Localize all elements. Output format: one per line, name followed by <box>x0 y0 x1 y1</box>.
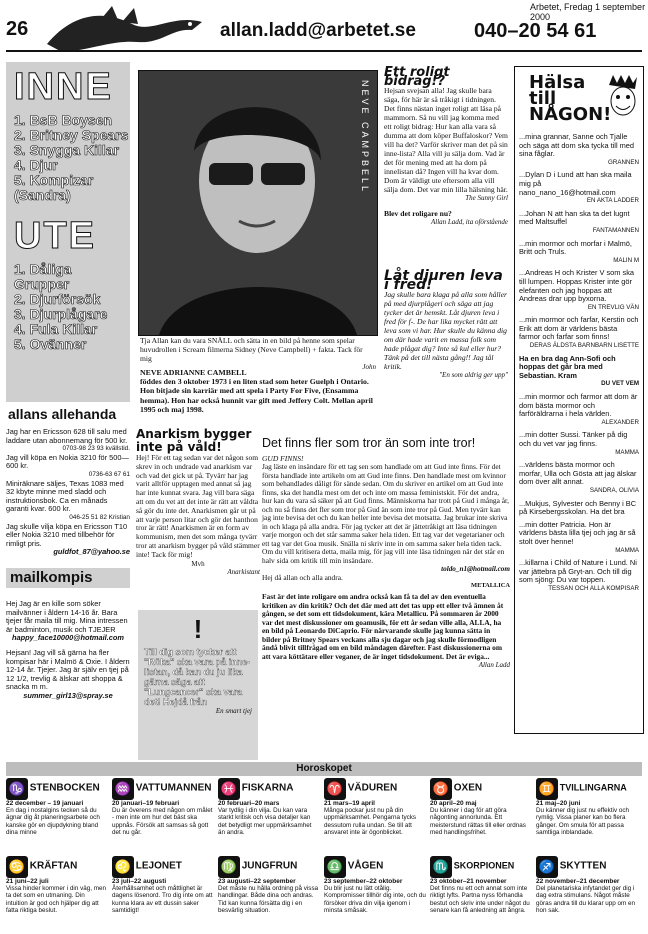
allehanda-body <box>6 428 130 557</box>
inne-list <box>14 113 130 203</box>
inne-ute-panel <box>6 62 130 402</box>
greeting-item: ...Andreas H och Krister V som ska till lumpen. Hoppas Krister inte gör elefanten och jag hoppas att Andreas drar upp byxorna. EN TREVLIG VÄN <box>519 268 639 311</box>
roligt-title: Ett roligt bidrag!? <box>384 65 450 89</box>
caption-signature: John <box>362 363 376 371</box>
gud-subtitle: GUD FINNS! <box>262 454 304 463</box>
ad-text: Jag skulle vilja köpa en Ericsson T10 eller Nokia 3210 med tillbehör för rimligt pris. <box>6 521 128 548</box>
djuren-title: Låt djuren leva i fred! <box>384 268 503 293</box>
portrait-image <box>139 71 377 335</box>
rokning-text: Till dig som tycker att "Röka" ska vara på inne-listan, då kan du ju lika gärna säga att "Lungcancer" ska vara det! Hejdå från <box>144 647 251 707</box>
fish-icon: ♓ <box>218 778 240 800</box>
ute-item: 3. Djurplågare <box>14 306 108 322</box>
water-icon: ♒ <box>112 778 134 800</box>
gud-email[interactable]: toldo_n1@hotmail.com <box>441 565 510 573</box>
exclamation-mark: ! <box>193 614 203 644</box>
greeting-item: Ha en bra dag Ann-Sofi och hoppas det går bra med Sebastian. Kram DU VET VEM <box>519 353 639 388</box>
dragon-logo-icon <box>42 4 212 56</box>
gud-signature: METALLICA <box>471 582 510 589</box>
horoscope-sign: ♓ FISKARNA 20 februari–20 mars Var tydlig i din vilja. Du kan vara starkt kritisk och visa detaljer kan det betydligt mer uppmärksamhet än andra. <box>218 778 320 852</box>
djuren-signature: "En som aldrig ger upp" <box>439 371 508 379</box>
horoscope-sign: ♉ OXEN 20 april–20 maj Du känner i dag för att göra någonting annorlunda. Ett meisterstund rättas till eller ordnas med handlingsfrihet. <box>430 778 532 852</box>
horoscope-sign: ♐ SKYTTEN 22 november–21 december Del planetariska infytandet ger dig i dag extra stimulans. Något måste göras andra till du klarar upp om en hon sak. <box>536 856 638 930</box>
horoscope-sign: ♍ JUNGFRUN 23 augusti–22 september Det måste nu hålla ordning på vissa handlingar. Både dina och andras. Tid kan kunna försätta dig i en besvärlig situation. <box>218 856 320 930</box>
mail-text: Hejsan! Jag vill så gärna ha fler kompisar här i Malmö & Oxie. I åldern 12-14 år. Tjejer. Jag är själv en tjej på 12 1/2, trevlig & älskar att shoppa & snacka m m. <box>6 647 130 692</box>
contact-email[interactable]: allan.ladd@arbetet.se <box>220 20 416 41</box>
roligt-reply: Blev det roligare nu? <box>384 209 452 218</box>
horoscope-sign: ♈ VÄDUREN 21 mars–19 april Många pockar just nu på din uppmärksamhet. Pengarna tycks dessutom rulla undan. Se till att ansvaret inte är ögonblicket. <box>324 778 426 852</box>
djuren-text: Jag skulle bara klaga på alla som håller på med djurplågeri och säga att jag tycker det är hemskt. Låt djuren leva i fred för f-. De har lika mycket rätt att leva som vi har. Hur skulle du känna dig om där hade varit en massa folk som hade plågat dig? Inte så kul eller hur? Tänk på det till nästa gång!! Jag tål kritik. <box>384 290 507 371</box>
greeting-item: ...min mormor och farfar, Kerstin och Erik att dom är världens bästa farmor och farfar som finns! DERAS ÄLDSTA BARNBARN LISETTE <box>519 315 639 350</box>
gud-farewell: Hej då allan och alla andra. <box>262 573 343 582</box>
inne-item: 1. BsB Boysen <box>14 112 113 128</box>
greeting-item: ...min dotter Patricia. Hon är världens bästa lilla tjej och jag är så stolt över henne! MAMMA <box>519 519 639 554</box>
inne-item: 3. Snygga Killar <box>14 142 120 158</box>
roligt-article <box>384 65 508 227</box>
anarkism-sig: Mvh <box>191 559 205 568</box>
greeting-item: ...Dylan D i Lund att han ska maila mig på nano_nano_16@hotmail.com EN AKTA LADDER <box>519 170 639 205</box>
ute-item: 5. Ovänner <box>14 336 87 352</box>
gud-reply-signature: Allan Ladd <box>478 661 510 669</box>
lion-icon: ♌ <box>112 856 134 878</box>
bio-block <box>140 368 380 414</box>
mail-email[interactable]: happy_face10000@hotmail.com <box>12 633 124 643</box>
roligt-signature: The Sunny Girl <box>465 194 508 202</box>
ad-text: Miniräknare säljes, Texas 1083 med 32 kbyte minne med sladd och instruktionsbok. Ca en månads garanti kvar. 600 kr. <box>6 478 124 514</box>
ute-item: 2. Djurförsök <box>14 291 101 307</box>
ad-text: Jag har en Ericsson 628 till salu med laddare utan abonnemang för 500 kr. <box>6 427 128 445</box>
roligt-reply-signature: Allan Ladd, ita oförstående <box>431 218 508 226</box>
halsa-header <box>515 67 643 133</box>
ute-item: 1. Dåliga Grupper <box>14 261 72 292</box>
horoscope-grid <box>6 778 642 932</box>
inne-item: 5. Kompizar (Sandra) <box>14 172 94 203</box>
greeting-item: ...min dotter Sussi. Tänker på dig och du vet var jag finns. MAMMA <box>519 430 639 456</box>
greeting-item: ...min mormor och farmor att dom är dom bästa mormor och farföräldrarna i hela världen. ALEXANDER <box>519 392 639 426</box>
gud-reply: Fast är det inte roligare om andra också kan få ta del av den eventuella kritiken av din kritik? Och det där med att det tas upp ett eller två ämnen åt gången, se det som ett tidsdokument, kära Metallicu. På sommaren år 2000 var det mest diskussioner om goamusik, för ett år sedan ville alla, ALLA, ha en bild på Leonardo DiCaprio. För närvarande skulle jag kunna sätta in bilder på Britney Spears veckans alla sju dagar och jag skulle förmodligen ändå blivit tillfrågad om en bild måndagen därefter. Fast diskussionerna om att vara köttätare eller veganer, de är inget tidsdokument. Det är eviga... <box>262 592 504 661</box>
horoscope-bar <box>6 762 642 776</box>
greeting-item: ...världens bästa mormor och morfar, Ulla och Gösta att jag älskar dom över allt annat. SANDRA, OLIVIA <box>519 460 639 494</box>
gud-title: Det finns fler som tror än som inte tror! <box>262 436 476 450</box>
ad-text: Jag vill köpa en Nokia 3210 för 500—600 kr. <box>6 452 129 471</box>
horoscope-sign: ♑ STENBOCKEN 22 december – 19 januari En dag i nostalgins tecken så du ägnar dig åt planeringsarbete och kanske gör en djupdykning bland dina minne <box>6 778 108 852</box>
horoscope-sign: ♌ LEJONET 23 juli–22 augusti Återhållsamhet och måttlighet är dagens lösenord. Tro dig inte om att kunna klara av ett dussin saker samtidigt! <box>112 856 214 930</box>
anarkism-text: Hej! För ett tag sedan var det någon som skrev in och undrade vad anarkism var och vad det gick ut på. Tyvärr har jag varit alltför upptagen med annat så jag har inte kunnat svara. Jag vill bara säga att om du vet att det inte är rätt att våldta så gör du inte det. Anarkismen går ut på att varje person litar och gör det hanthon tror är rätt! Anarkismen är en form av kommunism, men det som många tyvärr tror att anarkism bygger på våld stämmer inte! Tack för mig! <box>136 453 260 559</box>
contact-phone: 040–20 54 61 <box>474 20 597 42</box>
halsa-title: Hälsa till NÅGON! <box>529 72 612 125</box>
bio-title: NEVE ADRIANNE CAMBELL <box>140 368 247 377</box>
rokning-box <box>138 610 258 760</box>
crab-icon: ♋ <box>6 856 28 878</box>
inne-item: 4. Djur <box>14 157 58 173</box>
greeting-item: ...Mukjus, Sylvester och Benny i BC på Kirsebergsskolan. Ha det bra <box>519 498 637 517</box>
rokning-signature: En smart tjej <box>215 707 252 715</box>
scales-icon: ♎ <box>324 856 346 878</box>
djuren-article <box>384 268 508 380</box>
ad-phone: 0703-98 23 93 kvällstid. <box>62 445 130 453</box>
portrait-photo <box>138 70 378 336</box>
virgin-icon: ♍ <box>218 856 240 878</box>
bio-text: föddes den 3 oktober 1973 i en liten stad som heter Guelph i Ontario. Hon bitjade sin karriär med att spela i Party For Five, (Ensamma hemma). Hon har också hunnit var gift med Jeffery Colt. Mellan april 1995 och maj 1998. <box>140 377 373 414</box>
header-divider <box>6 50 642 52</box>
horoscope-sign: ♒ VATTUMANNEN 20 januari–19 februari Du är överens med någon om målet - men inte om hur det bäst ska uppnås. Försök att samsas så gott det nu går. <box>112 778 214 852</box>
caption-text: Tja Allan kan du vara SNÄLL och sätta in en bild på henne som spelar huvudrollen i Scream filmerna Sidney (Neve Campbell) + fakta. Tack för mig <box>140 336 363 363</box>
gud-text: Jag läste en insändare för ett tag sen som handlade om att Gud inte finns. För det första handlade inte artikeln om att Gud inte finns. Den handlade mest om kvinnor som behandlades dåligt för sände sedan. Om du skriver en artikel om att Gud inte finns, ska det handla mest om det och inte om massa feministskit. För det andra, hur kan du vara så säker på att Gud finns. Människorna har trott på Gud i många år, och nu så finns det fler som tror på Gud än som inte tror på Gud. Men tyvärr kan jag inte bevisa det och du kan heller inte bevisa det motsatta. Jag brukar inte skriva in och klaga på alla andra. För jag tycker att det är jättetråkigt att läsa tidningen varje morgon och det står samma saker hela tiden. Ett tag var det vegetarianer och ett tag var det Goa musik. Snälla ni skriv inte in om samma saker hela tiden tack. Om du vill kritisera detta, maila mig, för jag vill inte läsa tidningen när det står en halv sida om kritik till min insändare. <box>262 462 510 565</box>
bull-icon: ♉ <box>430 778 452 800</box>
mail-email[interactable]: summer_girl13@spray.se <box>23 690 113 700</box>
inne-title: INNE <box>14 66 113 108</box>
ute-item: 4. Fula Killar <box>14 321 98 337</box>
roligt-text: Hejsan svejsan alla! Jag skulle bara säga, för här är så tråkigt i tidningen. Det finns nästan inget roligt att läsa på mammorn. Så nu vill jag komma med ett roligt bidrag: Hur kan alla vara så dumma att dom köper Buffaloskor? Vem vill ha det? Varför skriver man det på sin inne-lista? Alla vill ju sälja dom. Vad är det för mening med att ha dom på innelistan då? Ingen vill ha kvar dom. Dom är väldigt ute eftersom alla vill sälja dom. Det var min lilla hälsning här. <box>384 86 508 194</box>
ute-title: UTE <box>14 215 96 257</box>
horoscope-sign: ♋ KRÄFTAN 21 juni–22 juli Vissa hinder kommer i din väg, men ta det som en utmaning. Din intuition är god och hjälper dig att fatta riktiga beslut. <box>6 856 108 930</box>
page-number: 26 <box>6 18 29 40</box>
mailkompis-title: mailkompis <box>10 569 93 586</box>
greeting-item: ...killarna i Child of Nature i Lund. Ni var jättebra på Gryt-an. Och till dig som sjöng: Du var toppen. TESSAN OCH ALLA KOMPISAR <box>519 558 639 592</box>
horoscope-title: Horoskopet <box>296 763 352 774</box>
goat-icon: ♑ <box>6 778 28 800</box>
ad-phone: 046-25 51 82 Kristian <box>69 513 130 521</box>
anarkism-signature: Anarkistant <box>227 567 260 576</box>
photo-caption <box>140 336 376 372</box>
anarkism-title: Anarkism bygger inte på våld! <box>136 427 252 454</box>
mailkompis-header <box>6 568 130 588</box>
paper-date: Arbetet, Fredag 1 september 2000 <box>530 2 646 22</box>
allehanda-title: allans allehanda <box>8 406 117 422</box>
photo-side-label: NEVE CAMPBELL <box>360 80 370 195</box>
ute-list <box>14 262 130 352</box>
mail-text: Hej Jag är en kille som söker mailvänner i åldern 14-16 år. Bara tjejer får maila till mig. Mina intressen är badminton, musik och TJEJER <box>6 599 128 634</box>
archer-icon: ♐ <box>536 856 558 878</box>
greeting-item: ...mina grannar, Sanne och Tjalle och säga att dom ska tycka till med sina fåglar. GRANNEN <box>519 132 639 166</box>
ram-icon: ♈ <box>324 778 346 800</box>
horoscope-sign: ♏ SKORPIONEN 23 oktober–21 november Det finns nu ett och annat som inte riktigt lyfts. Partna nyss förhandla bestut och skriv inte under något du senare kan få anledning att ångra. <box>430 856 532 930</box>
twins-icon: ♊ <box>536 778 558 800</box>
anarkism-article <box>136 428 260 576</box>
inne-item: 2. Britney Spears <box>14 127 129 143</box>
ad-email[interactable]: guldfot_87@yahoo.se <box>53 547 130 557</box>
gud-article <box>262 436 510 669</box>
horoscope-sign: ♎ VÅGEN 23 september–22 oktober Du blir just nu lätt otålig. Kompromisser tillhör dig inte, och du försöker driva din vilja igenom i minsta småsak. <box>324 856 426 930</box>
mailkompis-body <box>6 600 130 701</box>
greeting-item: ...min mormor och morfar i Malmö, Britt och Truls. MALIN M <box>519 238 639 264</box>
scorpion-icon: ♏ <box>430 856 452 878</box>
ad-phone: 0736-63 67 61 <box>88 470 130 478</box>
horoscope-sign: ♊ TVILLINGARNA 21 maj–20 juni Du känner dig just nu effektiv och rymlig. Vissa planer kan bo flera gånger. Om smula för att passa samtliga inblandade. <box>536 778 638 852</box>
smiley-face-icon <box>607 75 639 123</box>
halsa-panel <box>514 66 644 734</box>
greeting-item: ...Johan N att han ska ta det lugnt med Maltsuffel FANTAMANNEN <box>519 208 639 234</box>
